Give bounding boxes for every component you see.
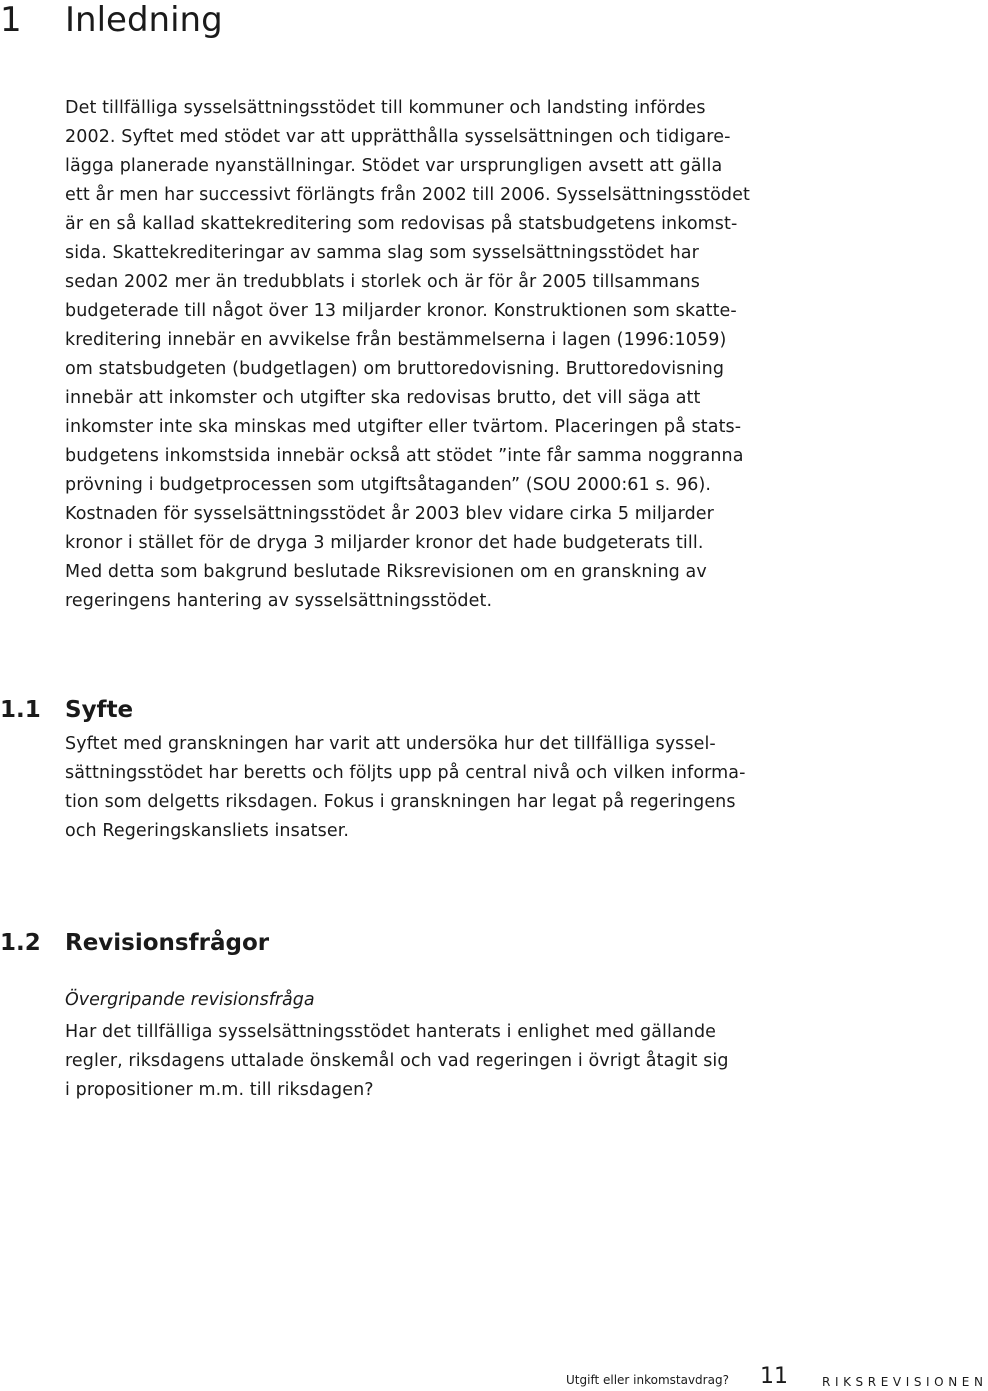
page-number: 11 xyxy=(760,1364,788,1389)
section-number: 1.1 xyxy=(0,697,41,723)
brand-logo: RIKSREVISIONEN xyxy=(822,1375,988,1389)
section-title: Syfte xyxy=(65,697,134,723)
paragraph-line: lägga planerade nyanställningar. Stödet var ursprungligen avsett att gälla xyxy=(65,156,723,176)
paragraph-line: tion som delgetts riksdagen. Fokus i granskningen har legat på regeringens xyxy=(65,792,736,812)
paragraph-line: och Regeringskansliets insatser. xyxy=(65,821,350,841)
paragraph-line: i propositioner m.m. till riksdagen? xyxy=(65,1080,374,1100)
chapter-title: Inledning xyxy=(65,0,223,40)
paragraph-line: Kostnaden för sysselsättningsstödet år 2003 blev vidare cirka 5 miljarder xyxy=(65,504,714,524)
paragraph-line: Det tillfälliga sysselsättningsstödet till kommuner och landsting infördes xyxy=(65,98,706,118)
paragraph-line: kronor i stället för de dryga 3 miljarder kronor det hade budgeterats till. xyxy=(65,533,704,553)
section-paragraph xyxy=(65,1018,729,1105)
paragraph-line: är en så kallad skattekreditering som redovisas på statsbudgetens inkomst- xyxy=(65,214,738,234)
paragraph-line: prövning i budgetprocessen som utgiftsåtaganden” (SOU 2000:61 s. 96). xyxy=(65,475,712,495)
footer-document-title: Utgift eller inkomstavdrag? xyxy=(566,1373,729,1387)
paragraph-line: kreditering innebär en avvikelse från bestämmelserna i lagen (1996:1059) xyxy=(65,330,727,350)
intro-paragraph xyxy=(65,94,750,616)
paragraph-line: sedan 2002 mer än tredubblats i storlek och är för år 2005 tillsammans xyxy=(65,272,701,292)
section-title: Revisionsfrågor xyxy=(65,930,270,956)
paragraph-line: Syftet med granskningen har varit att undersöka hur det tillfälliga syssel- xyxy=(65,734,716,754)
paragraph-line: 2002. Syftet med stödet var att upprätthålla sysselsättningen och tidigare- xyxy=(65,127,731,147)
paragraph-line: regler, riksdagens uttalade önskemål och vad regeringen i övrigt åtagit sig xyxy=(65,1051,729,1071)
subheading: Övergripande revisionsfråga xyxy=(65,990,315,1010)
paragraph-line: inkomster inte ska minskas med utgifter eller tvärtom. Placeringen på stats- xyxy=(65,417,742,437)
paragraph-line: Med detta som bakgrund beslutade Riksrevisionen om en granskning av xyxy=(65,562,707,582)
chapter-number: 1 xyxy=(0,0,22,40)
section-number: 1.2 xyxy=(0,930,41,956)
paragraph-line: Har det tillfälliga sysselsättningsstödet hanterats i enlighet med gällande xyxy=(65,1022,717,1042)
paragraph-line: budgeterade till något över 13 miljarder kronor. Konstruktionen som skatte- xyxy=(65,301,737,321)
paragraph-line: om statsbudgeten (budgetlagen) om bruttoredovisning. Bruttoredovisning xyxy=(65,359,725,379)
paragraph-line: ett år men har successivt förlängts från 2002 till 2006. Sysselsättningsstödet xyxy=(65,185,750,205)
section-paragraph xyxy=(65,730,746,846)
paragraph-line: innebär att inkomster och utgifter ska redovisas brutto, det vill säga att xyxy=(65,388,701,408)
paragraph-line: budgetens inkomstsida innebär också att stödet ”inte får samma noggranna xyxy=(65,446,744,466)
paragraph-line: sida. Skattekrediteringar av samma slag som sysselsättningsstödet har xyxy=(65,243,699,263)
paragraph-line: regeringens hantering av sysselsättningsstödet. xyxy=(65,591,493,611)
paragraph-line: sättningsstödet har beretts och följts upp på central nivå och vilken informa- xyxy=(65,763,746,783)
